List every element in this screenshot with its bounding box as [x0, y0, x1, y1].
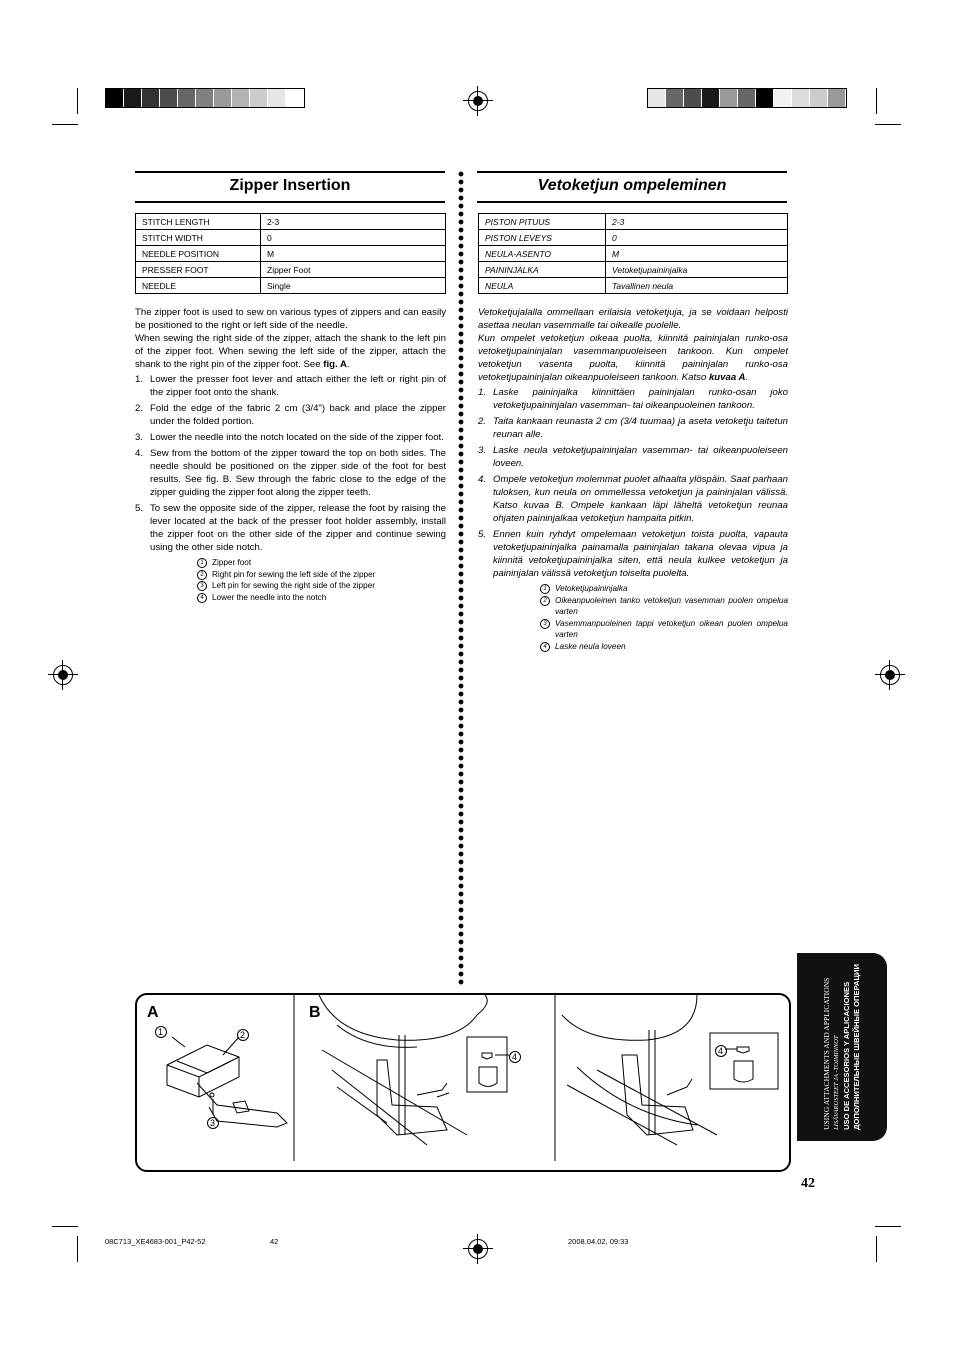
table-cell: PAININJALKA [479, 262, 606, 278]
table-cell: Zipper Foot [261, 262, 446, 278]
footer-page: 42 [270, 1237, 279, 1246]
table-row [136, 262, 446, 278]
table-cell: 0 [606, 230, 788, 246]
crop-mark [875, 1226, 901, 1227]
registration-mark-icon [880, 665, 900, 685]
section-tab [797, 953, 887, 1141]
tab-line: USING ATTACHMENTS AND APPLICATIONS [822, 977, 831, 1130]
table-row [479, 230, 788, 246]
table-cell: PRESSER FOOT [136, 262, 261, 278]
table-cell: M [261, 246, 446, 262]
settings-table [135, 213, 446, 294]
legend-item: 2 Right pin for sewing the left side of the zipper [197, 569, 446, 581]
footer-file: 08C713_XE4683-001_P42-52 [105, 1237, 206, 1246]
table-cell: STITCH LENGTH [136, 214, 261, 230]
table-cell: NEEDLE [136, 278, 261, 294]
crop-mark [77, 88, 78, 114]
instructions [135, 306, 446, 603]
legend [197, 557, 446, 603]
table-row [479, 262, 788, 278]
table-cell: STITCH WIDTH [136, 230, 261, 246]
list-item: 4. Sew from the bottom of the zipper toward the top on both sides. The needle should be positioned on the zipper side of the foot for best results. See fig. B. Sew through the fabric close to the edge of the zipper guiding the zipper foot along the zipper teeth. [135, 448, 446, 498]
callout-4: 4 [512, 1052, 518, 1062]
intro-paragraph: When sewing the right side of the zipper, attach the shank to the left pin of the zipper foot. When sewing the left side of the zipper, attach the shank to the right pin of the zipper foot. See fig. A. [135, 333, 446, 370]
table-cell: 2-3 [606, 214, 788, 230]
table-cell: 2-3 [261, 214, 446, 230]
table-cell: NEULA-ASENTO [479, 246, 606, 262]
zipper-foot-icon [167, 1037, 287, 1127]
legend-item: 1 Zipper foot [197, 557, 446, 569]
table-cell: PISTON LEVEYS [479, 230, 606, 246]
table-cell: PISTON PITUUS [479, 214, 606, 230]
column-divider [457, 170, 465, 985]
table-cell: Single [261, 278, 446, 294]
legend-item: 3 Vasemmanpuoleinen tappi vetoketjun oikean puolen ompelua varten [540, 618, 788, 641]
section-tab-text [822, 964, 862, 1130]
table-row [136, 214, 446, 230]
tab-line: LISÄVARUSTEET JA -TOIMINNOT [833, 1035, 840, 1130]
legend-item: 2 Oikeanpuoleinen tanko vetoketjun vasemman puolen ompelua varten [540, 595, 788, 618]
list-item: 4. Ompele vetoketjun molemmat puolet alhaalta ylöspäin. Saat parhaan tuloksen, kun neula on ommellessa vetoketjun ja paininjalan välissä. Katso kuvaa B. Ompele kankaan läpi läheltä vetoketjun reunaa ohjaten paininjalkaa vetoketjun hampaita pitkin. [478, 474, 788, 524]
table-row [479, 278, 788, 294]
legend-item: 4 Laske neula loveen [540, 641, 788, 653]
intro-paragraph: Vetoketjujalalla ommellaan erilaisia vetoketjuja, ja se voidaan helposti asettaa neulan vasemmalle tai oikealle puolelle. [478, 307, 788, 331]
needle-notch-icon [725, 1047, 753, 1082]
registration-mark-icon [468, 91, 488, 111]
crop-mark [876, 88, 877, 114]
crop-mark [876, 1236, 877, 1262]
color-bar-right [647, 88, 847, 108]
tab-line: ДОПОЛНИТЕЛЬНЫЕ ШВЕЙНЫЕ ОПЕРАЦИИ [852, 964, 861, 1130]
figure-label-b: B [309, 1004, 321, 1021]
list-item: 3. Lower the needle into the notch located on the side of the zipper foot. [135, 432, 444, 443]
settings-table-finnish [478, 213, 788, 294]
crop-mark [77, 1236, 78, 1262]
page-title: Zipper Insertion [135, 171, 445, 203]
table-row [136, 246, 446, 262]
sewing-machine-icon [319, 995, 487, 1145]
list-item: 5. Ennen kuin ryhdyt ompelemaan vetoketjun toista puolta, vapauta vetoketjupaininjalka painamalla paininjalan takana olevaa vipua ja kiinnitä vetoketjupaininjalka siten, että neula kulkee vetoketjun ja paininjalan välissä vetoketjun toiselta puolelta. [478, 529, 788, 579]
table-cell: NEULA [479, 278, 606, 294]
callout-4: 4 [718, 1046, 724, 1056]
tab-line: USO DE ACCESORIOS Y APLICACIONES [842, 981, 851, 1130]
list-item: 2. Fold the edge of the fabric 2 cm (3/4") back and place the zipper under the folded portion. [135, 403, 446, 427]
fig-reference: fig. A [323, 359, 347, 370]
steps-list [135, 373, 446, 554]
footer-date: 2008.04.02, 09:33 [568, 1237, 629, 1246]
registration-mark-icon [53, 665, 73, 685]
crop-mark [875, 124, 901, 125]
table-cell: M [606, 246, 788, 262]
page-number: 42 [801, 1176, 815, 1191]
list-item: 1. Lower the presser foot lever and attach either the left or right pin of the zipper foot onto the shank. [135, 374, 446, 398]
list-item: 3. Laske neula vetoketjupaininjalan vasemman- tai oikeanpuoleiseen loveen. [478, 445, 788, 469]
intro-paragraph: Kun ompelet vetoketjun oikeaa puolta, kiinnitä paininjalan runko-osa vetoketjupaininjalan vasemmanpuoleiseen tankoon. Kun ompelet vetoketjun vasenta puolta, kiinnitä paininjalan runko-osa vetoketjupaininjalan oikeanpuoleiseen tankoon. Katso kuvaa A. [478, 333, 788, 383]
table-cell: 0 [261, 230, 446, 246]
color-bar-left [105, 88, 305, 108]
table-cell: NEEDLE POSITION [136, 246, 261, 262]
sewing-machine-icon [562, 995, 717, 1145]
list-item: 5. To sew the opposite side of the zipper, release the foot by raising the lever located at the back of the presser foot holder assembly, install the zipper foot on the other side of the zipper and continue sewing using the other side notch. [135, 503, 446, 553]
callout-2: 2 [240, 1030, 246, 1040]
crop-mark [52, 124, 78, 125]
figure-label-a: A [147, 1004, 159, 1021]
table-cell: Tavallinen neula [606, 278, 788, 294]
registration-mark-icon [468, 1239, 488, 1259]
list-item: 2. Taita kankaan reunasta 2 cm (3/4 tuumaa) ja aseta vetoketju taitetun reunan alle. [478, 416, 788, 440]
legend-item: 3 Left pin for sewing the right side of the zipper [197, 580, 446, 592]
table-row [136, 230, 446, 246]
legend-item: 1 Vetoketjupaininjalka [540, 583, 788, 595]
steps-list [478, 386, 788, 580]
legend-item: 4 Lower the needle into the notch [197, 592, 446, 604]
fig-reference: kuvaa A [708, 372, 746, 383]
callout-1: 1 [158, 1027, 164, 1037]
table-cell: Vetoketjupaininjalka [606, 262, 788, 278]
crop-mark [52, 1226, 78, 1227]
list-item: 1. Laske paininjalka kiinnittäen paininjalan runko-osan joko vetoketjupaininjalan vasemman- tai oikeanpuoleinen tankoon. [478, 387, 788, 411]
intro-paragraph: The zipper foot is used to sew on various types of zippers and can easily be positioned to the right or left side of the needle. [135, 307, 446, 331]
table-row [136, 278, 446, 294]
page-title-finnish: Vetoketjun ompeleminen [477, 171, 787, 203]
legend [540, 583, 788, 652]
figure-illustration [137, 995, 789, 1170]
callout-3: 3 [210, 1118, 216, 1128]
instructions-finnish [478, 306, 788, 652]
figure-panel [135, 993, 791, 1172]
table-row [479, 214, 788, 230]
table-row [479, 246, 788, 262]
